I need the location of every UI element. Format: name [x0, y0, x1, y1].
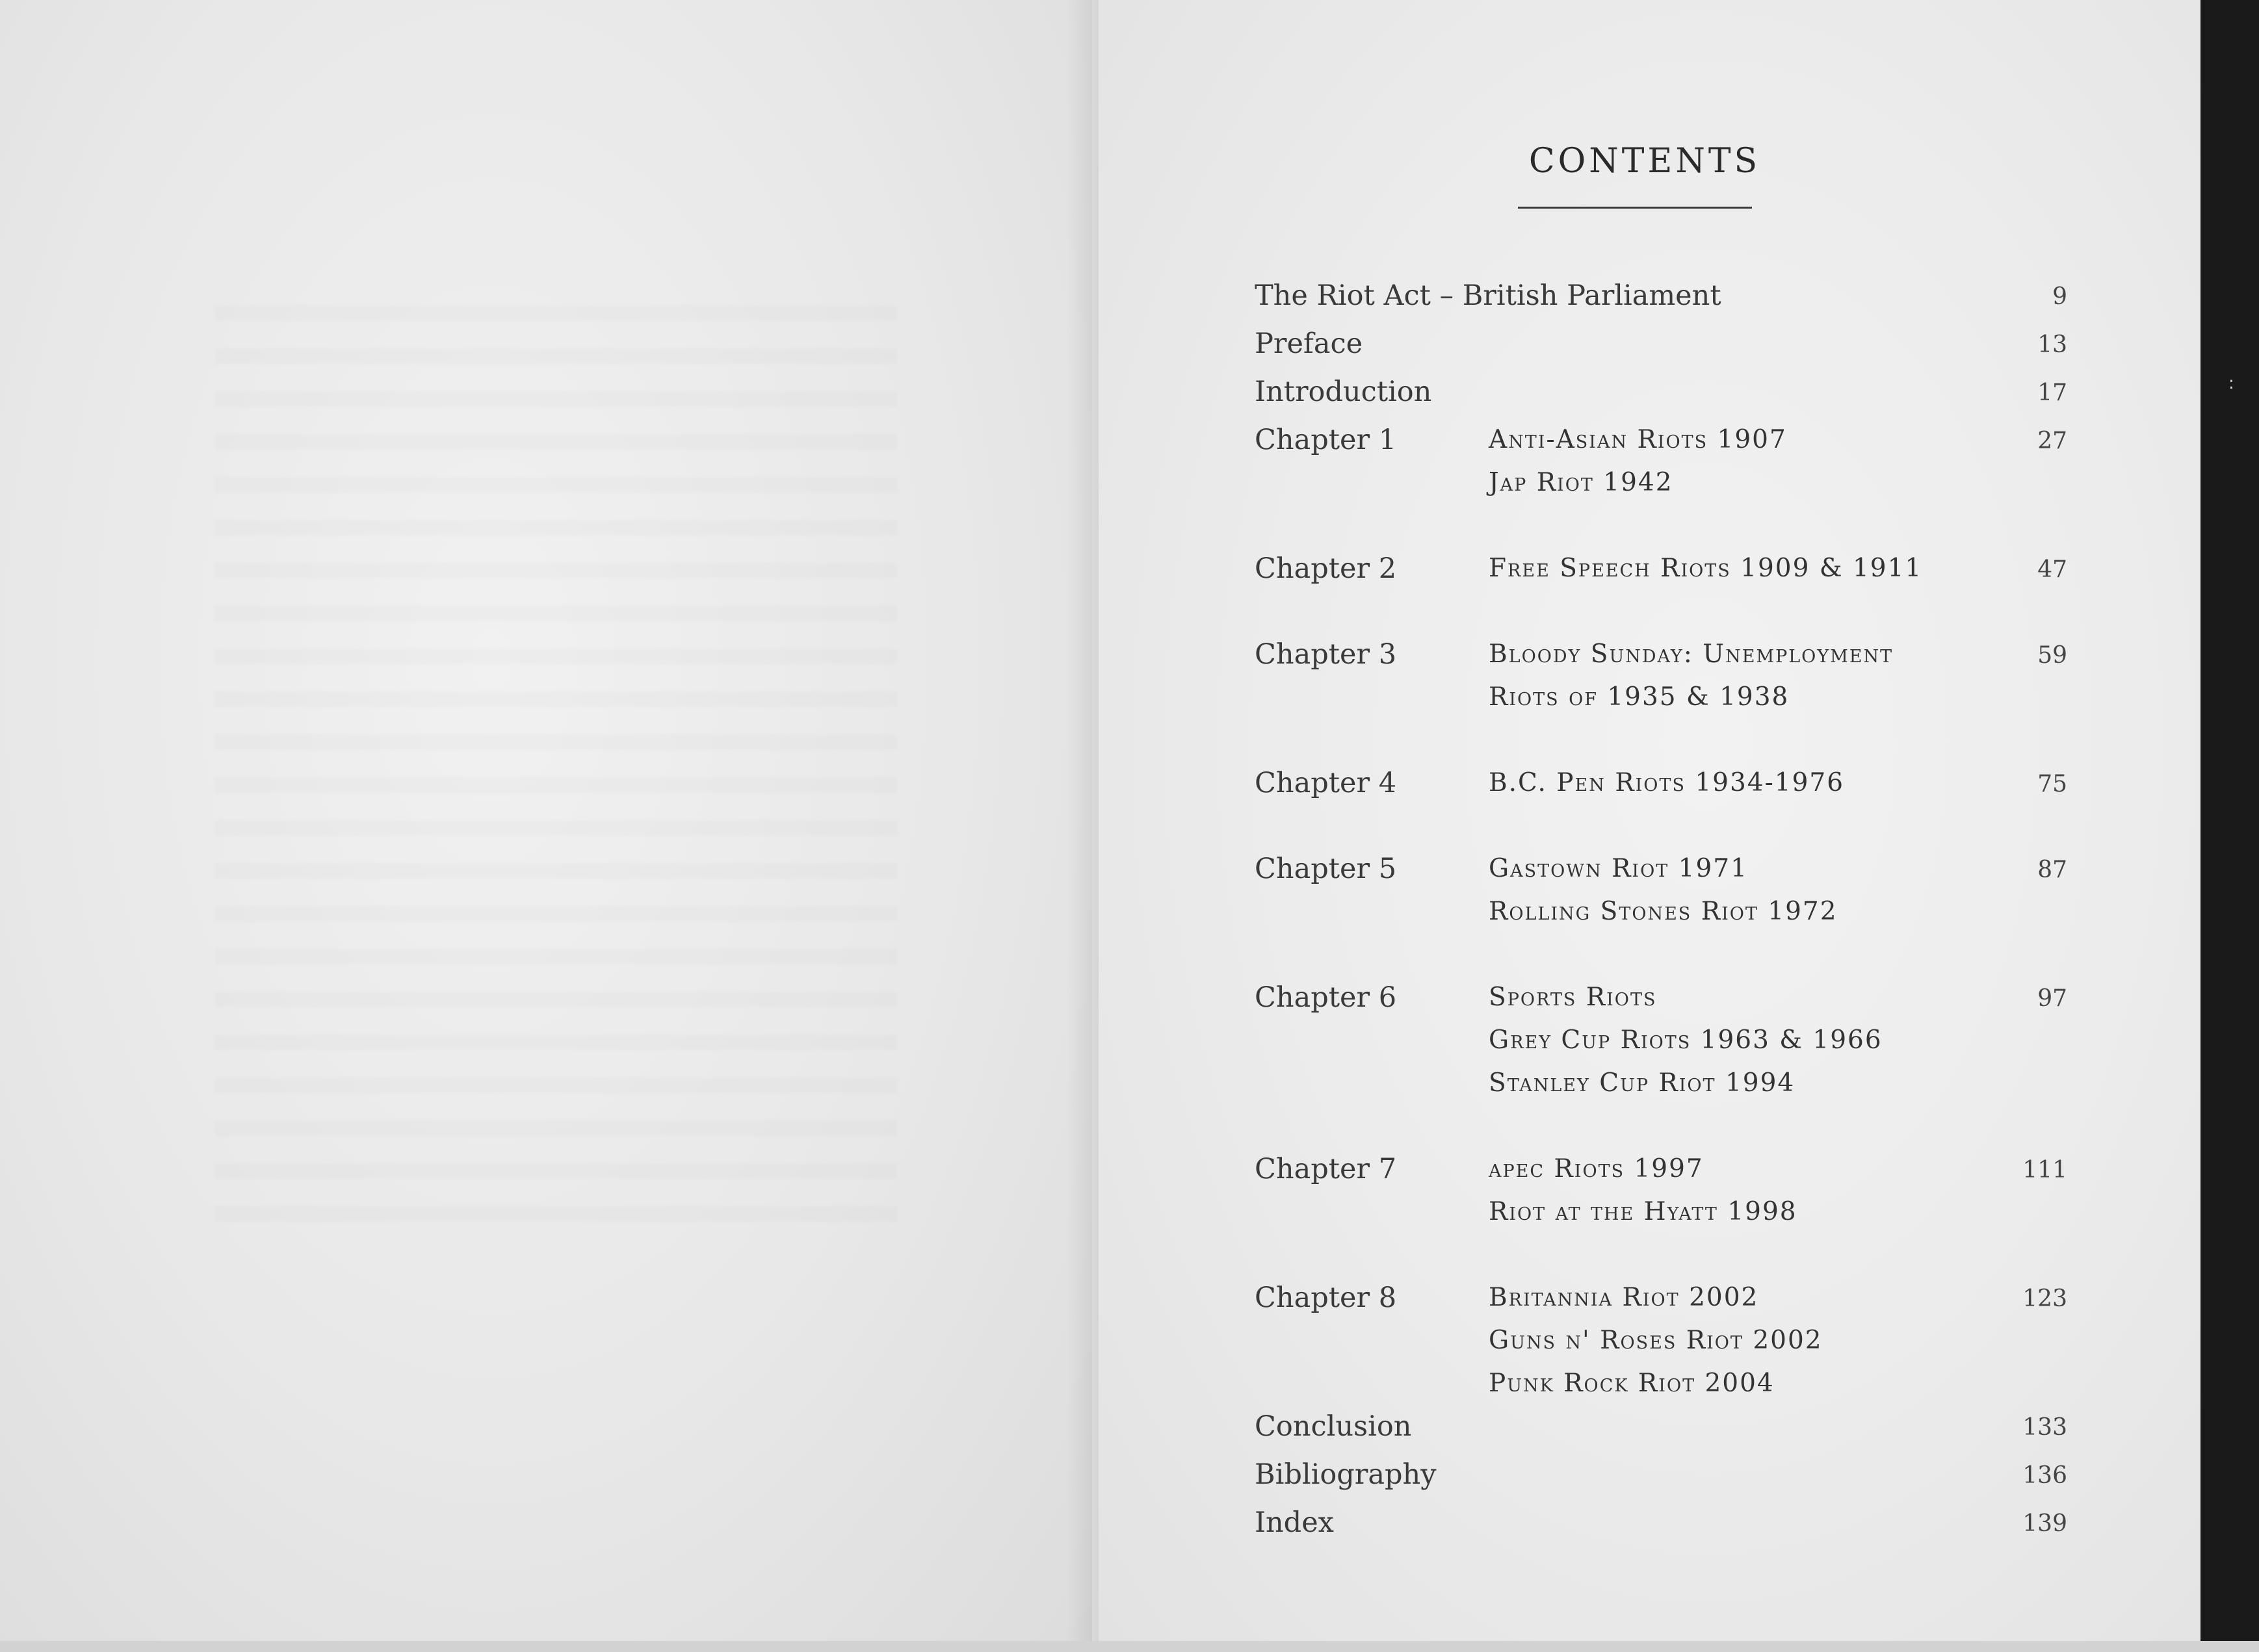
toc-page-number: 9	[2052, 283, 2067, 310]
toc-chapter-title: Jap Riot 1942	[1489, 468, 1673, 497]
toc-page-number: 17	[2037, 380, 2067, 406]
toc-chapter-titles	[1489, 1148, 1827, 1233]
toc-chapter-titles	[1489, 762, 1845, 805]
toc-entry-label: Chapter 8	[1255, 1282, 1397, 1314]
toc-entry-label: Conclusion	[1255, 1410, 1412, 1443]
toc-chapter-titles	[1489, 547, 1923, 590]
toc-entry-label: Chapter 4	[1255, 767, 1397, 799]
toc-entry-label: Preface	[1255, 328, 1363, 360]
toc-entry-label: Index	[1255, 1506, 1334, 1539]
toc-page-number: 139	[2022, 1510, 2067, 1537]
toc-page-number: 97	[2037, 985, 2067, 1012]
toc-entry	[1255, 1276, 2067, 1405]
toc-entry-label: Chapter 3	[1255, 638, 1397, 671]
toc-entry	[1255, 370, 2067, 413]
toc-page-number: 123	[2022, 1285, 2067, 1312]
toc-chapter-title: Riots of 1935 & 1938	[1489, 682, 1790, 712]
toc-entry	[1255, 847, 2067, 933]
toc-entry	[1255, 1405, 2067, 1448]
toc-chapter-title: Grey Cup Riots 1963 & 1966	[1489, 1026, 1883, 1055]
toc-chapter-titles	[1489, 976, 1883, 1105]
toc-chapter-title: Anti-Asian Riots 1907	[1489, 425, 1787, 454]
toc-entry-label: Chapter 1	[1255, 424, 1397, 456]
toc-entry	[1255, 322, 2067, 365]
toc-page-number: 136	[2022, 1462, 2067, 1489]
toc-entry-label: Chapter 7	[1255, 1153, 1397, 1185]
toc-chapter-title: Bloody Sunday: Unemployment	[1489, 639, 1894, 669]
toc-chapter-title: Sports Riots	[1489, 983, 1657, 1012]
toc-entry	[1255, 547, 2067, 590]
heading-rule	[1518, 207, 1752, 209]
toc-page-number: 59	[2037, 642, 2067, 669]
toc-chapter-title: Rolling Stones Riot 1972	[1489, 897, 1838, 926]
toc-chapter-titles	[1489, 847, 1838, 933]
toc-chapter-titles	[1489, 419, 1827, 504]
toc-entry	[1255, 274, 2067, 317]
toc-entry-label: The Riot Act – British Parliament	[1255, 279, 1721, 312]
toc-page-number: 47	[2037, 556, 2067, 583]
toc-chapter-titles	[1489, 633, 1894, 719]
contents-heading: CONTENTS	[1528, 142, 1761, 181]
toc-entry-label: Introduction	[1255, 376, 1432, 408]
contents-page	[1099, 0, 2204, 1652]
toc-entry	[1255, 1501, 2067, 1544]
toc-page-number: 87	[2037, 857, 2067, 883]
toc-chapter-titles	[1489, 1276, 1827, 1405]
toc-entry	[1255, 1148, 2067, 1233]
toc-entry	[1255, 762, 2067, 805]
show-through-text	[215, 305, 897, 1248]
toc-chapter-title: Punk Rock Riot 2004	[1489, 1369, 1775, 1398]
toc-page-number: 27	[2037, 428, 2067, 454]
toc-page-number: 13	[2037, 331, 2067, 358]
toc-chapter-title: apec Riots 1997	[1489, 1154, 1704, 1183]
toc-page-number: 75	[2037, 771, 2067, 797]
toc-entry-label: Chapter 6	[1255, 981, 1397, 1014]
table-of-contents	[1255, 274, 2067, 1549]
toc-page-number: 111	[2022, 1157, 2067, 1183]
scan-edge	[2200, 0, 2259, 1652]
toc-chapter-title: Stanley Cup Riot 1994	[1489, 1068, 1795, 1098]
toc-chapter-title: Gastown Riot 1971	[1489, 854, 1748, 883]
page-bottom-edge	[0, 1641, 2259, 1652]
toc-chapter-title: Free Speech Riots 1909 & 1911	[1489, 554, 1923, 583]
toc-chapter-title: B.C. Pen Riots 1934-1976	[1489, 768, 1845, 797]
toc-page-number: 133	[2022, 1414, 2067, 1441]
toc-entry	[1255, 419, 2067, 504]
toc-entry-label: Bibliography	[1255, 1458, 1437, 1491]
toc-entry-label: Chapter 2	[1255, 552, 1397, 585]
toc-entry	[1255, 976, 2067, 1105]
toc-chapter-title: Riot at the Hyatt 1998	[1489, 1197, 1797, 1226]
left-page	[0, 0, 1092, 1652]
toc-entry	[1255, 1453, 2067, 1496]
toc-chapter-title: Britannia Riot 2002	[1489, 1283, 1759, 1312]
toc-entry-label: Chapter 5	[1255, 853, 1397, 885]
toc-chapter-title: Guns n' Roses Riot 2002	[1489, 1326, 1823, 1355]
edge-mark: :	[2228, 374, 2234, 393]
toc-entry	[1255, 633, 2067, 719]
right-page	[1099, 0, 2204, 1652]
